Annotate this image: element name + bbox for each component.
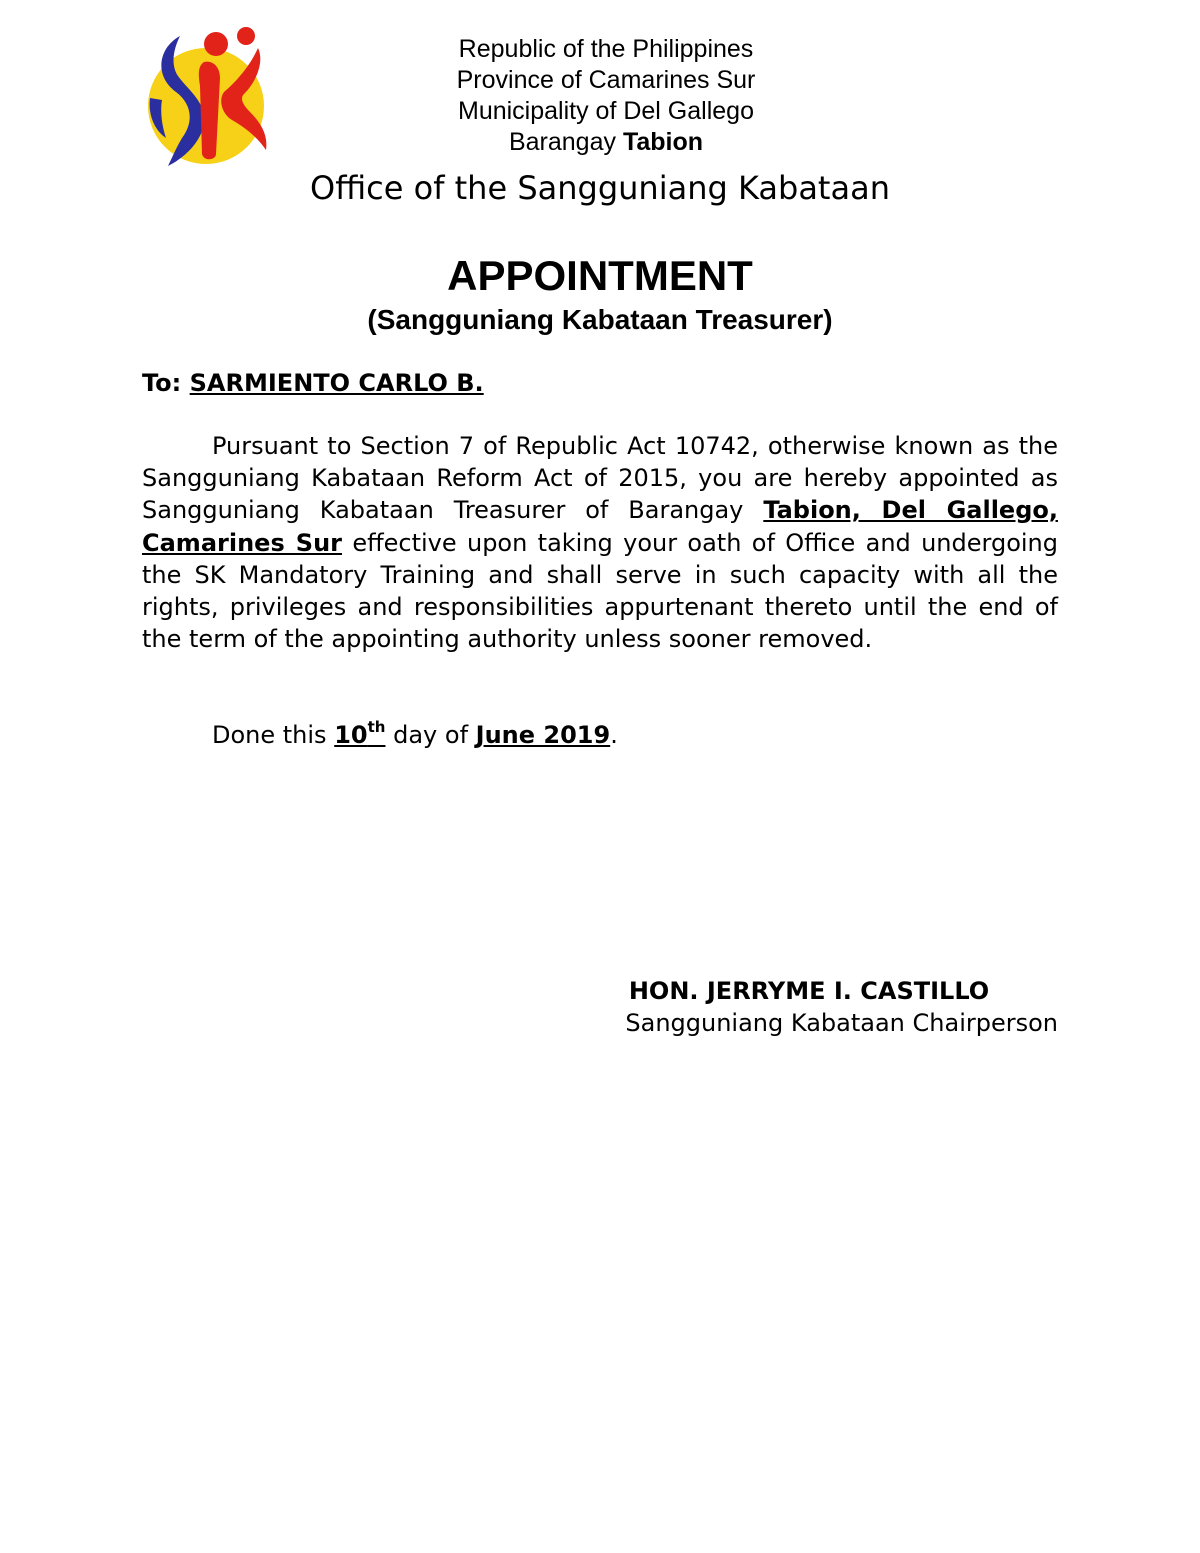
done-line xyxy=(212,718,618,752)
header-barangay xyxy=(300,127,912,158)
done-day-number: 10 xyxy=(334,721,368,749)
appointment-body xyxy=(142,430,1058,655)
document-title: APPOINTMENT xyxy=(447,252,753,299)
done-day xyxy=(334,718,386,749)
header-barangay-prefix: Barangay xyxy=(508,128,616,156)
document-subtitle: (Sangguniang Kabataan Treasurer) xyxy=(367,304,833,335)
body-place: Tabion, Del Gallego, Camarines Sur xyxy=(142,496,1058,557)
header-municipality: Municipality of Del Gallego xyxy=(458,97,754,125)
body-part2: effective upon taking your oath of Office and undergoing the SK Mandatory Training and shall serve in such capacity with all the rights, privileges and responsibilities appurtenant thereto until the end of the term of the appointing authority unless sooner removed. xyxy=(142,528,1058,654)
done-middle: day of xyxy=(393,721,469,749)
recipient-name: SARMIENTO CARLO B. xyxy=(189,369,484,397)
recipient-label: To: xyxy=(142,369,182,397)
logo-red-head-right xyxy=(237,27,255,45)
done-prefix: Done this xyxy=(212,721,327,749)
signatory-name: HON. JERRYME I. CASTILLO xyxy=(628,977,990,1005)
sk-logo-icon xyxy=(146,26,270,168)
header-province: Province of Camarines Sur xyxy=(456,66,756,94)
logo-red-head-left xyxy=(204,32,228,56)
done-day-suffix: th xyxy=(367,718,386,736)
done-end: . xyxy=(610,721,618,749)
office-name: Office of the Sangguniang Kabataan xyxy=(310,169,890,207)
body-part1: Pursuant to Section 7 of Republic Act 10742, otherwise known as the Sangguniang Kabataan Reform Act of 2015, you are hereby appointed as Sangguniang Kabataan Treasurer of Barangay xyxy=(142,432,1058,525)
recipient-line xyxy=(142,366,484,400)
header-republic: Republic of the Philippines xyxy=(458,35,754,63)
signatory-title: Sangguniang Kabataan Chairperson xyxy=(625,1009,1058,1037)
done-month-year: June 2019 xyxy=(475,721,611,749)
letterhead xyxy=(300,34,912,158)
header-barangay-name: Tabion xyxy=(622,128,704,156)
